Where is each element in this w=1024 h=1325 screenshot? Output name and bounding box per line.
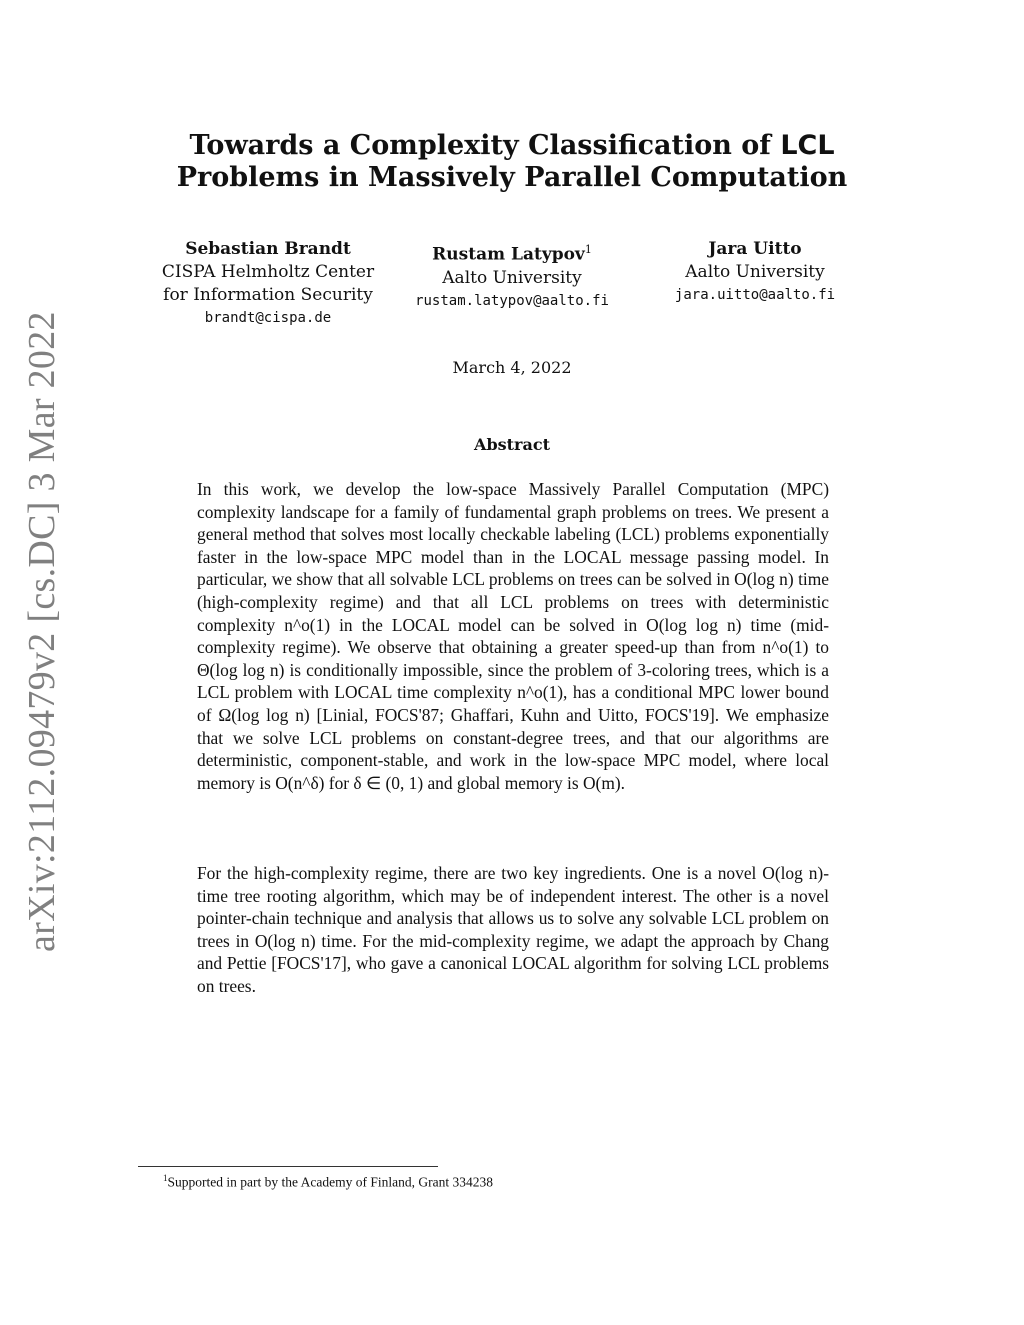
title-acronym: LCL	[780, 130, 835, 161]
footnote-divider	[138, 1166, 438, 1167]
author-email[interactable]: rustam.latypov@aalto.fi	[415, 292, 609, 309]
paper-title	[100, 130, 924, 194]
author-footnote-mark: 1	[584, 243, 592, 256]
abstract-paragraph-1: In this work, we develop the low-space Massively Parallel Computation (MPC) complexity landscape for a family of fundamental graph problems on trees. We present a general method that solves most locally checkable labeling (LCL) problems exponentially faster in the low-space MPC model than in the LOCAL message passing model. In particular, we show that all solvable LCL problems on trees can be solved in O(log n) time (high-complexity regime) and that all LCL problems on trees with deterministic complexity n^o(1) in the LOCAL model can be solved in O(log log n) time (mid-complexity regime). We observe that obtaining a greater speed-up than from n^o(1) to Θ(log log n) is conditionally impossible, since the problem of 3-coloring trees, which is a LCL problem with LOCAL time complexity n^o(1), has a conditional MPC lower bound of Ω(log log n) [Linial, FOCS'87; Ghaffari, Kuhn and Uitto, FOCS'19]. We emphasize that we solve LCL problems on constant-degree trees, and that our algorithms are deterministic, component-stable, and work in the low-space MPC model, where local memory is O(n^δ) for δ ∈ (0, 1) and global memory is O(m).	[197, 479, 829, 793]
author-name: Jara Uitto	[708, 239, 802, 259]
title-line1-text: Towards a Complexity Classification of	[189, 130, 781, 161]
author-block-uitto	[650, 238, 860, 307]
footnote-mark: 1	[163, 1173, 168, 1183]
arxiv-identifier: arXiv:2112.09479v2 [cs.DC] 3 Mar 2022	[21, 311, 63, 952]
author-name: Sebastian Brandt	[185, 239, 351, 259]
author-affiliation: CISPA Helmholtz Center	[161, 262, 375, 282]
title-line2-text: Problems in Massively Parallel Computation	[176, 162, 848, 193]
author-name	[393, 238, 631, 267]
footnote	[163, 1173, 493, 1191]
author-block-brandt	[150, 238, 386, 330]
abstract-paragraph-2: For the high-complexity regime, there are two key ingredients. One is a novel O(log n)-time tree rooting algorithm, which may be of independent interest. The other is a novel pointer-chain technique and analysis that allows us to solve any solvable LCL problem on trees in O(log n) time. For the mid-complexity regime, we adapt the approach by Chang and Pettie [FOCS'17], who gave a canonical LOCAL algorithm for solving LCL problems on trees.	[197, 863, 829, 996]
publication-date: March 4, 2022	[452, 358, 572, 377]
author-name-text: Rustam Latypov	[432, 244, 585, 265]
author-affiliation: Aalto University	[685, 262, 825, 282]
author-affiliation: Aalto University	[442, 267, 582, 288]
footnote-text: Supported in part by the Academy of Finland, Grant 334238	[167, 1174, 493, 1190]
author-email[interactable]: jara.uitto@aalto.fi	[674, 287, 836, 303]
author-email[interactable]: brandt@cispa.de	[204, 310, 332, 326]
abstract-heading: Abstract	[474, 435, 550, 454]
author-block-latypov	[393, 238, 631, 313]
author-affiliation: for Information Security	[163, 285, 373, 305]
